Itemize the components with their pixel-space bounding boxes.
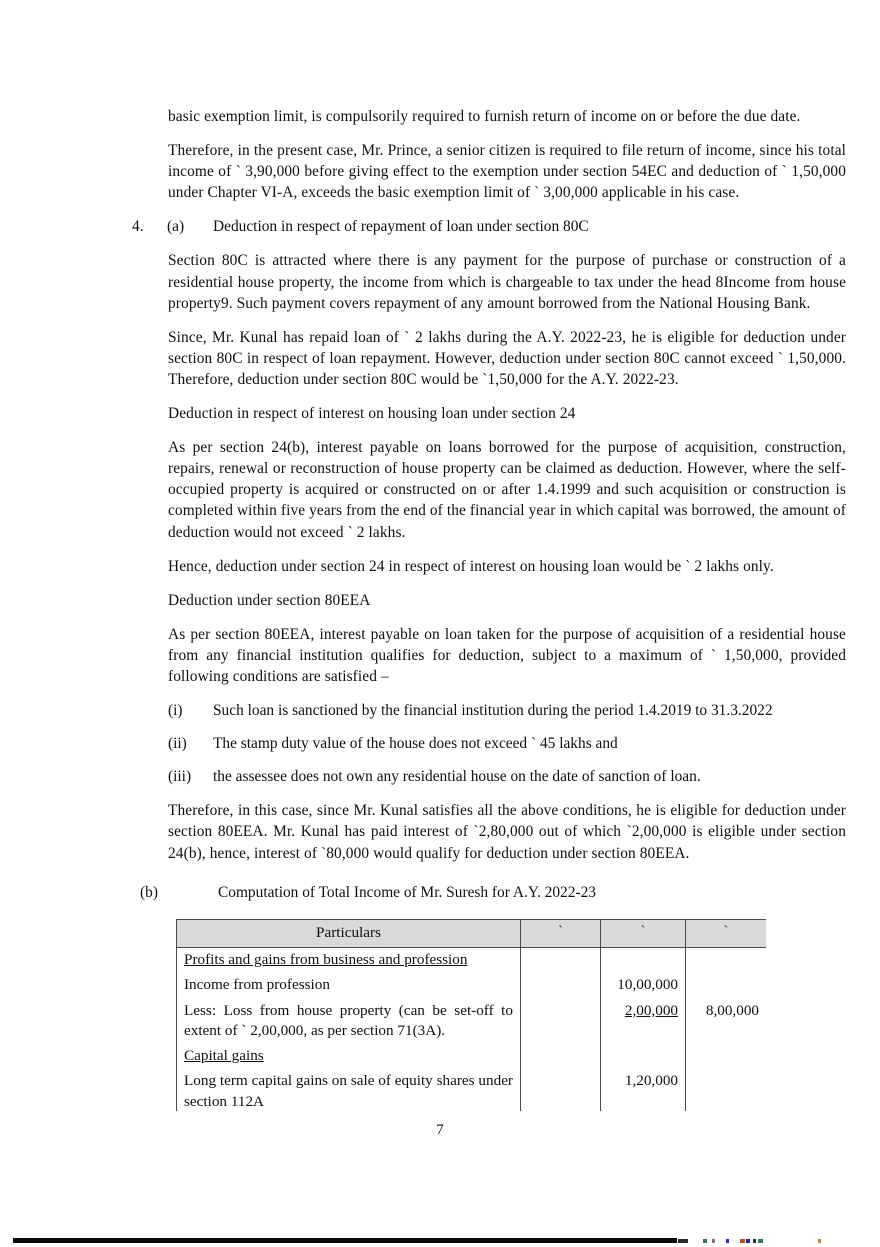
column-header-rupee-c: ` <box>686 920 767 948</box>
conditions-list <box>168 700 846 787</box>
row-heading-profits-and-gains: Profits and gains from business and profession <box>184 951 468 969</box>
paragraph-continued-basic-exemption: basic exemption limit, is compulsorily required to furnish return of income on or before the due date. <box>168 108 801 125</box>
scan-artifact-bar-tail <box>678 1239 688 1243</box>
page-number: 7 <box>436 1122 444 1138</box>
cell-particulars <box>177 1069 521 1111</box>
condition-item <box>168 700 846 721</box>
question-part-b-heading-text: Computation of Total Income of Mr. Suresh for A.Y. 2022-23 <box>218 883 596 901</box>
column-header-rupee-b: ` <box>601 920 686 948</box>
condition-text: Such loan is sanctioned by the financial institution during the period 1.4.2019 to 31.3.2022 <box>213 702 773 720</box>
cell-particulars-text: Less: Loss from house property (can be set-off to extent of ` 2,00,000, as per section 71(3A). <box>184 1001 513 1039</box>
table-header-row <box>177 920 767 948</box>
cell-amount-b <box>601 999 686 1044</box>
scan-noise-pixel <box>746 1239 750 1243</box>
table-row <box>177 999 767 1044</box>
cell-amount-b-value: 2,00,000 <box>624 1001 678 1019</box>
cell-amount-b: 10,00,000 <box>601 973 686 998</box>
table-row <box>177 973 767 998</box>
cell-amount-c <box>686 948 767 974</box>
table-row <box>177 1069 767 1111</box>
question-part-a-label: (a) <box>167 218 185 236</box>
cell-amount-b: 1,20,000 <box>601 1069 686 1111</box>
cell-particulars <box>177 999 521 1044</box>
scan-noise-pixel <box>740 1239 745 1243</box>
table-row <box>177 1044 767 1069</box>
cell-amount-a <box>521 948 601 974</box>
scan-noise-pixel <box>818 1239 821 1243</box>
scan-noise-pixel <box>712 1239 715 1243</box>
cell-amount-b <box>601 1044 686 1069</box>
paragraph-hence-section-24: Hence, deduction under section 24 in respect of interest on housing loan would be ` 2 lakhs only. <box>168 557 774 575</box>
heading-deduction-80eea: Deduction under section 80EEA <box>168 591 371 609</box>
row-heading-capital-gains: Capital gains <box>184 1047 264 1065</box>
scan-noise-pixel <box>726 1239 729 1243</box>
cell-amount-c <box>686 1044 767 1069</box>
cell-particulars <box>177 948 521 974</box>
table-row <box>177 948 767 974</box>
cell-particulars <box>177 1044 521 1069</box>
column-header-rupee-a: ` <box>521 920 601 948</box>
table-body <box>177 948 767 1111</box>
paragraph-conclusion-80eea: Therefore, in this case, since Mr. Kunal satisfies all the above conditions, he is eligible for deduction under section 80EEA. Mr. Kunal has paid interest of `2,80,000 out of which `2,00,000 is eligible under section 24(b), hence, interest of `80,000 would qualify for deduction under section 80EEA. <box>168 802 846 862</box>
paragraph-section-24b: As per section 24(b), interest payable on loans borrowed for the purpose of acquisition, construction, repairs, renewal or reconstruction of house property can be claimed as deduction. However, where the self-occupied property is acquired or constructed on or after 1.4.1999 and such acquisition or construction is completed within five years from the end of the financial year in which capital was borrowed, the amount of deduction would not exceed ` 2 lakhs. <box>168 439 846 541</box>
condition-marker: (iii) <box>168 768 192 786</box>
cell-particulars-text: Long term capital gains on sale of equity shares under section 112A <box>184 1072 513 1110</box>
cell-amount-a <box>521 1069 601 1111</box>
scan-noise-pixel <box>758 1239 763 1243</box>
scan-artifact-bar <box>13 1238 677 1243</box>
heading-deduction-section-24: Deduction in respect of interest on housing loan under section 24 <box>168 405 576 423</box>
scan-noise-pixel <box>753 1239 756 1243</box>
condition-text: the assessee does not own any residential house on the date of sanction of loan. <box>213 768 701 786</box>
column-header-particulars: Particulars <box>177 920 521 948</box>
cell-amount-c: 8,00,000 <box>686 999 767 1044</box>
paragraph-80c-kunal-repayment: Since, Mr. Kunal has repaid loan of ` 2 lakhs during the A.Y. 2022-23, he is eligible for deduction under section 80C in respect of loan repayment. However, deduction under section 80C cannot exceed ` 1,50,000. Therefore, deduction under section 80C would be `1,50,000 for the A.Y. 2022-23. <box>168 328 846 388</box>
scan-noise-pixel <box>703 1239 707 1243</box>
paragraph-80eea-introduction: As per section 80EEA, interest payable on loan taken for the purpose of acquisition of a residential house from any financial institution qualifies for deduction, subject to a maximum of ` 1,50,000, provided following conditions are satisfied – <box>168 625 846 685</box>
computation-table-wrapper <box>176 919 766 1111</box>
cell-amount-a <box>521 999 601 1044</box>
question-4-part-a-heading-row <box>132 216 846 237</box>
condition-item <box>168 733 846 754</box>
cell-amount-c <box>686 973 767 998</box>
paragraph-80c-introduction: Section 80C is attracted where there is any payment for the purpose of purchase or construction of a residential house property, the income from which is chargeable to tax under the head 8Income from house property9. Such payment covers repayment of any amount borrowed from the National Housing Bank. <box>168 252 846 312</box>
cell-amount-a <box>521 973 601 998</box>
question-4-part-b-heading-row <box>140 882 846 903</box>
table-header <box>177 920 767 948</box>
cell-particulars: Income from profession <box>177 973 521 998</box>
condition-item <box>168 766 846 787</box>
cell-amount-b <box>601 948 686 974</box>
condition-marker: (ii) <box>168 735 187 753</box>
paragraph-therefore-mr-prince: Therefore, in the present case, Mr. Prince, a senior citizen is required to file return of income, since his total income of ` 3,90,000 before giving effect to the exemption under section 54EC and deduction of ` 1,50,000 under Chapter VI-A, exceeds the basic exemption limit of ` 3,00,000 applicable in his case. <box>168 142 846 202</box>
condition-text: The stamp duty value of the house does not exceed ` 45 lakhs and <box>213 735 618 753</box>
cell-amount-a <box>521 1044 601 1069</box>
condition-marker: (i) <box>168 702 183 720</box>
question-part-a-heading-text: Deduction in respect of repayment of loan under section 80C <box>213 218 589 236</box>
computation-of-total-income-table <box>176 919 766 1111</box>
question-number-4: 4. <box>132 218 144 236</box>
document-body-column <box>132 106 846 912</box>
cell-amount-c <box>686 1069 767 1111</box>
question-part-b-label: (b) <box>140 883 158 901</box>
